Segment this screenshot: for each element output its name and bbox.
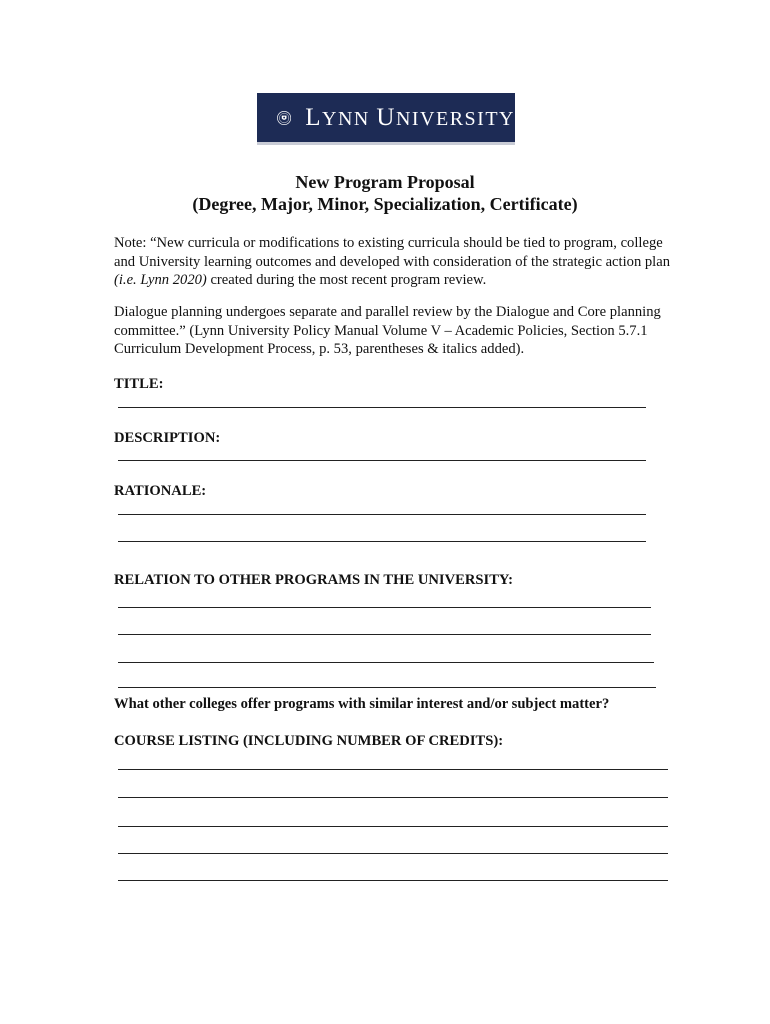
title-input-line[interactable] — [118, 407, 646, 408]
relation-input-line[interactable] — [118, 687, 656, 688]
relation-label: RELATION TO OTHER PROGRAMS IN THE UNIVERSITY: — [114, 572, 513, 588]
description-input-line[interactable] — [118, 460, 646, 461]
title-label: TITLE: — [114, 376, 164, 392]
other-colleges-label: What other colleges offer programs with similar interest and/or subject matter? — [114, 696, 610, 712]
university-seal-icon — [277, 103, 291, 133]
rationale-input-line[interactable] — [118, 514, 646, 515]
course-listing-input-line[interactable] — [118, 769, 668, 770]
page-title: New Program Proposal — [295, 172, 475, 192]
logo-wordmark: LYNN UNIVERSITY — [305, 104, 515, 131]
policy-paragraph: Dialogue planning undergoes separate and parallel review by the Dialogue and Core planning committee.” (Lynn University Policy Manual Volume V – Academic Policies, Section 5.7.1 Curriculum Development Process, p. 53, parentheses & italics added). — [114, 304, 661, 357]
note-paragraph: Note: “New curricula or modifications to existing curricula should be tied to program, college and University learning outcomes and developed with consideration of the strategic action plan (i.e. Lynn 2020) created during the most recent program review. — [114, 235, 671, 288]
lynn-university-logo — [257, 93, 515, 145]
description-label: DESCRIPTION: — [114, 430, 221, 446]
course-listing-input-line[interactable] — [118, 797, 668, 798]
course-listing-input-line[interactable] — [118, 880, 668, 881]
course-listing-input-line[interactable] — [118, 853, 668, 854]
relation-input-line[interactable] — [118, 634, 651, 635]
rationale-input-line[interactable] — [118, 541, 646, 542]
course-listing-label: COURSE LISTING (INCLUDING NUMBER OF CREDITS): — [114, 733, 504, 749]
page-subtitle: (Degree, Major, Minor, Specialization, Certificate) — [192, 194, 578, 214]
relation-input-line[interactable] — [118, 662, 654, 663]
rationale-label: RATIONALE: — [114, 483, 207, 499]
course-listing-input-line[interactable] — [118, 826, 668, 827]
relation-input-line[interactable] — [118, 607, 651, 608]
